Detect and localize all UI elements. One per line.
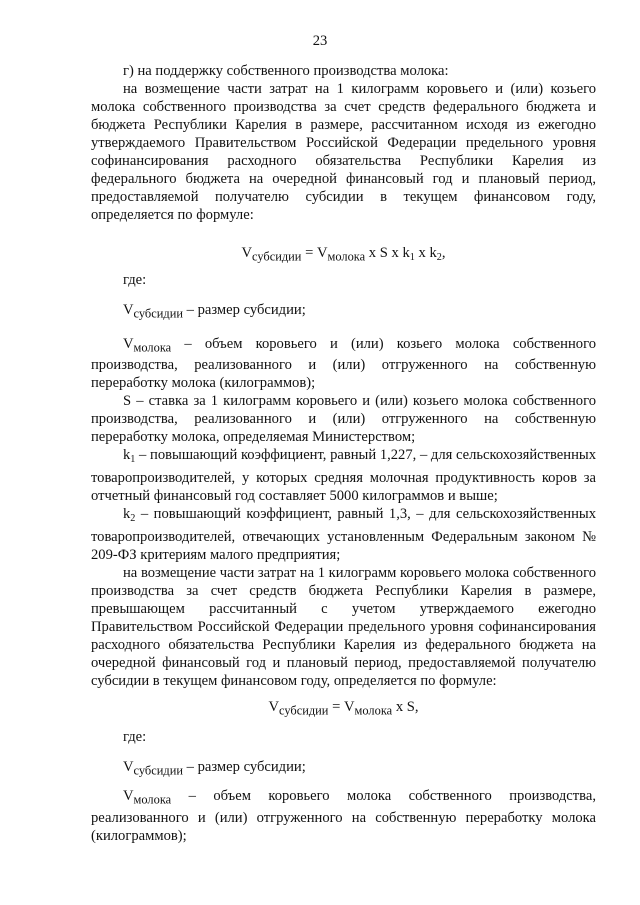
paragraph-regional-reimbursement: на возмещение части затрат на 1 килограмм коровьего молока собственного производства за счет средств бюджета Республики Карелия в размере, превышающем рассчитанный с учетом утверждаемого ежегодно Правительством Российской Федерации предельного уровня софинансирования расходного обязательства Республики Карелия из федерального бюджета на очередной финансовый год и плановый период, предоставляемой получателю субсидии в текущем финансовом году, определяется по формуле:: [91, 565, 596, 690]
definition-v-milk-1: $V_{молока}$ – объем коровьего и (или) козьего молока собственного производства, реализованного и (или) отгруженного на собственную переработку молока (килограммов);: [91, 335, 596, 391]
definition-v-subsidy-1: $V_{субсидии}$ – размер субсидии;: [123, 302, 306, 321]
definition-k1: $k_1$ – повышающий коэффициент, равный 1,227, – для сельскохозяйственных товаропроизводителей, у которых средняя молочная продуктивность коров за отчетный финансовый год составляет 5000 килограммов и выше;: [91, 447, 596, 505]
where-label-2: где:: [123, 728, 147, 745]
formula-1: $V_{субсидии} = V_{молока}$ x S x $k_1$ x $k_2$,: [241, 245, 446, 264]
formula-2: $V_{субсидии} = V_{молока}$ x S,: [268, 699, 419, 718]
page-number: 23: [312, 33, 328, 49]
section-heading: г) на поддержку собственного производства молока:: [123, 63, 449, 79]
definition-k2: $k_2$ – повышающий коэффициент, равный 1,3, – для сельскохозяйственных товаропроизводителей, отвечающих установленным Федеральным законом № 209-ФЗ критериям малого предприятия;: [91, 506, 596, 564]
page-content: [91, 62, 596, 845]
formula-2-v-subsidy: $V_{субсидии}$: [268, 699, 329, 718]
paragraph-federal-reimbursement: на возмещение части затрат на 1 килограмм коровьего и (или) козьего молока собственного производства за счет средств федерального бюджета и бюджета Республики Карелия в размере, рассчитанном исходя из ежегодно утверждаемого Правительством Российской Федерации предельного уровня софинансирования расходного обязательства Республики Карелия из федерального бюджета на очередной финансовый год и плановый период, предоставляемой получателю субсидии в текущем финансовом году, определяется по формуле:: [91, 81, 596, 223]
definition-s-rate: S – ставка за 1 килограмм коровьего и (или) козьего молока собственного производства, реализованного и (или) отгруженного на собственную переработку молока, определяемая Министерством;: [91, 393, 596, 445]
formula-2-v-milk: $V_{молока}$: [343, 699, 393, 718]
where-label-1: где:: [123, 272, 147, 289]
formula-1-v-subsidy: $V_{субсидии}$: [241, 245, 302, 264]
definition-v-subsidy-2: $V_{субсидии}$ – размер субсидии;: [123, 758, 306, 778]
definition-v-milk-2: $V_{молока}$ – объем коровьего молока собственного производства, реализованного и (или) отгруженного на собственную переработку молока (килограммов);: [91, 788, 596, 844]
formula-1-v-milk: $V_{молока}$: [316, 245, 366, 264]
